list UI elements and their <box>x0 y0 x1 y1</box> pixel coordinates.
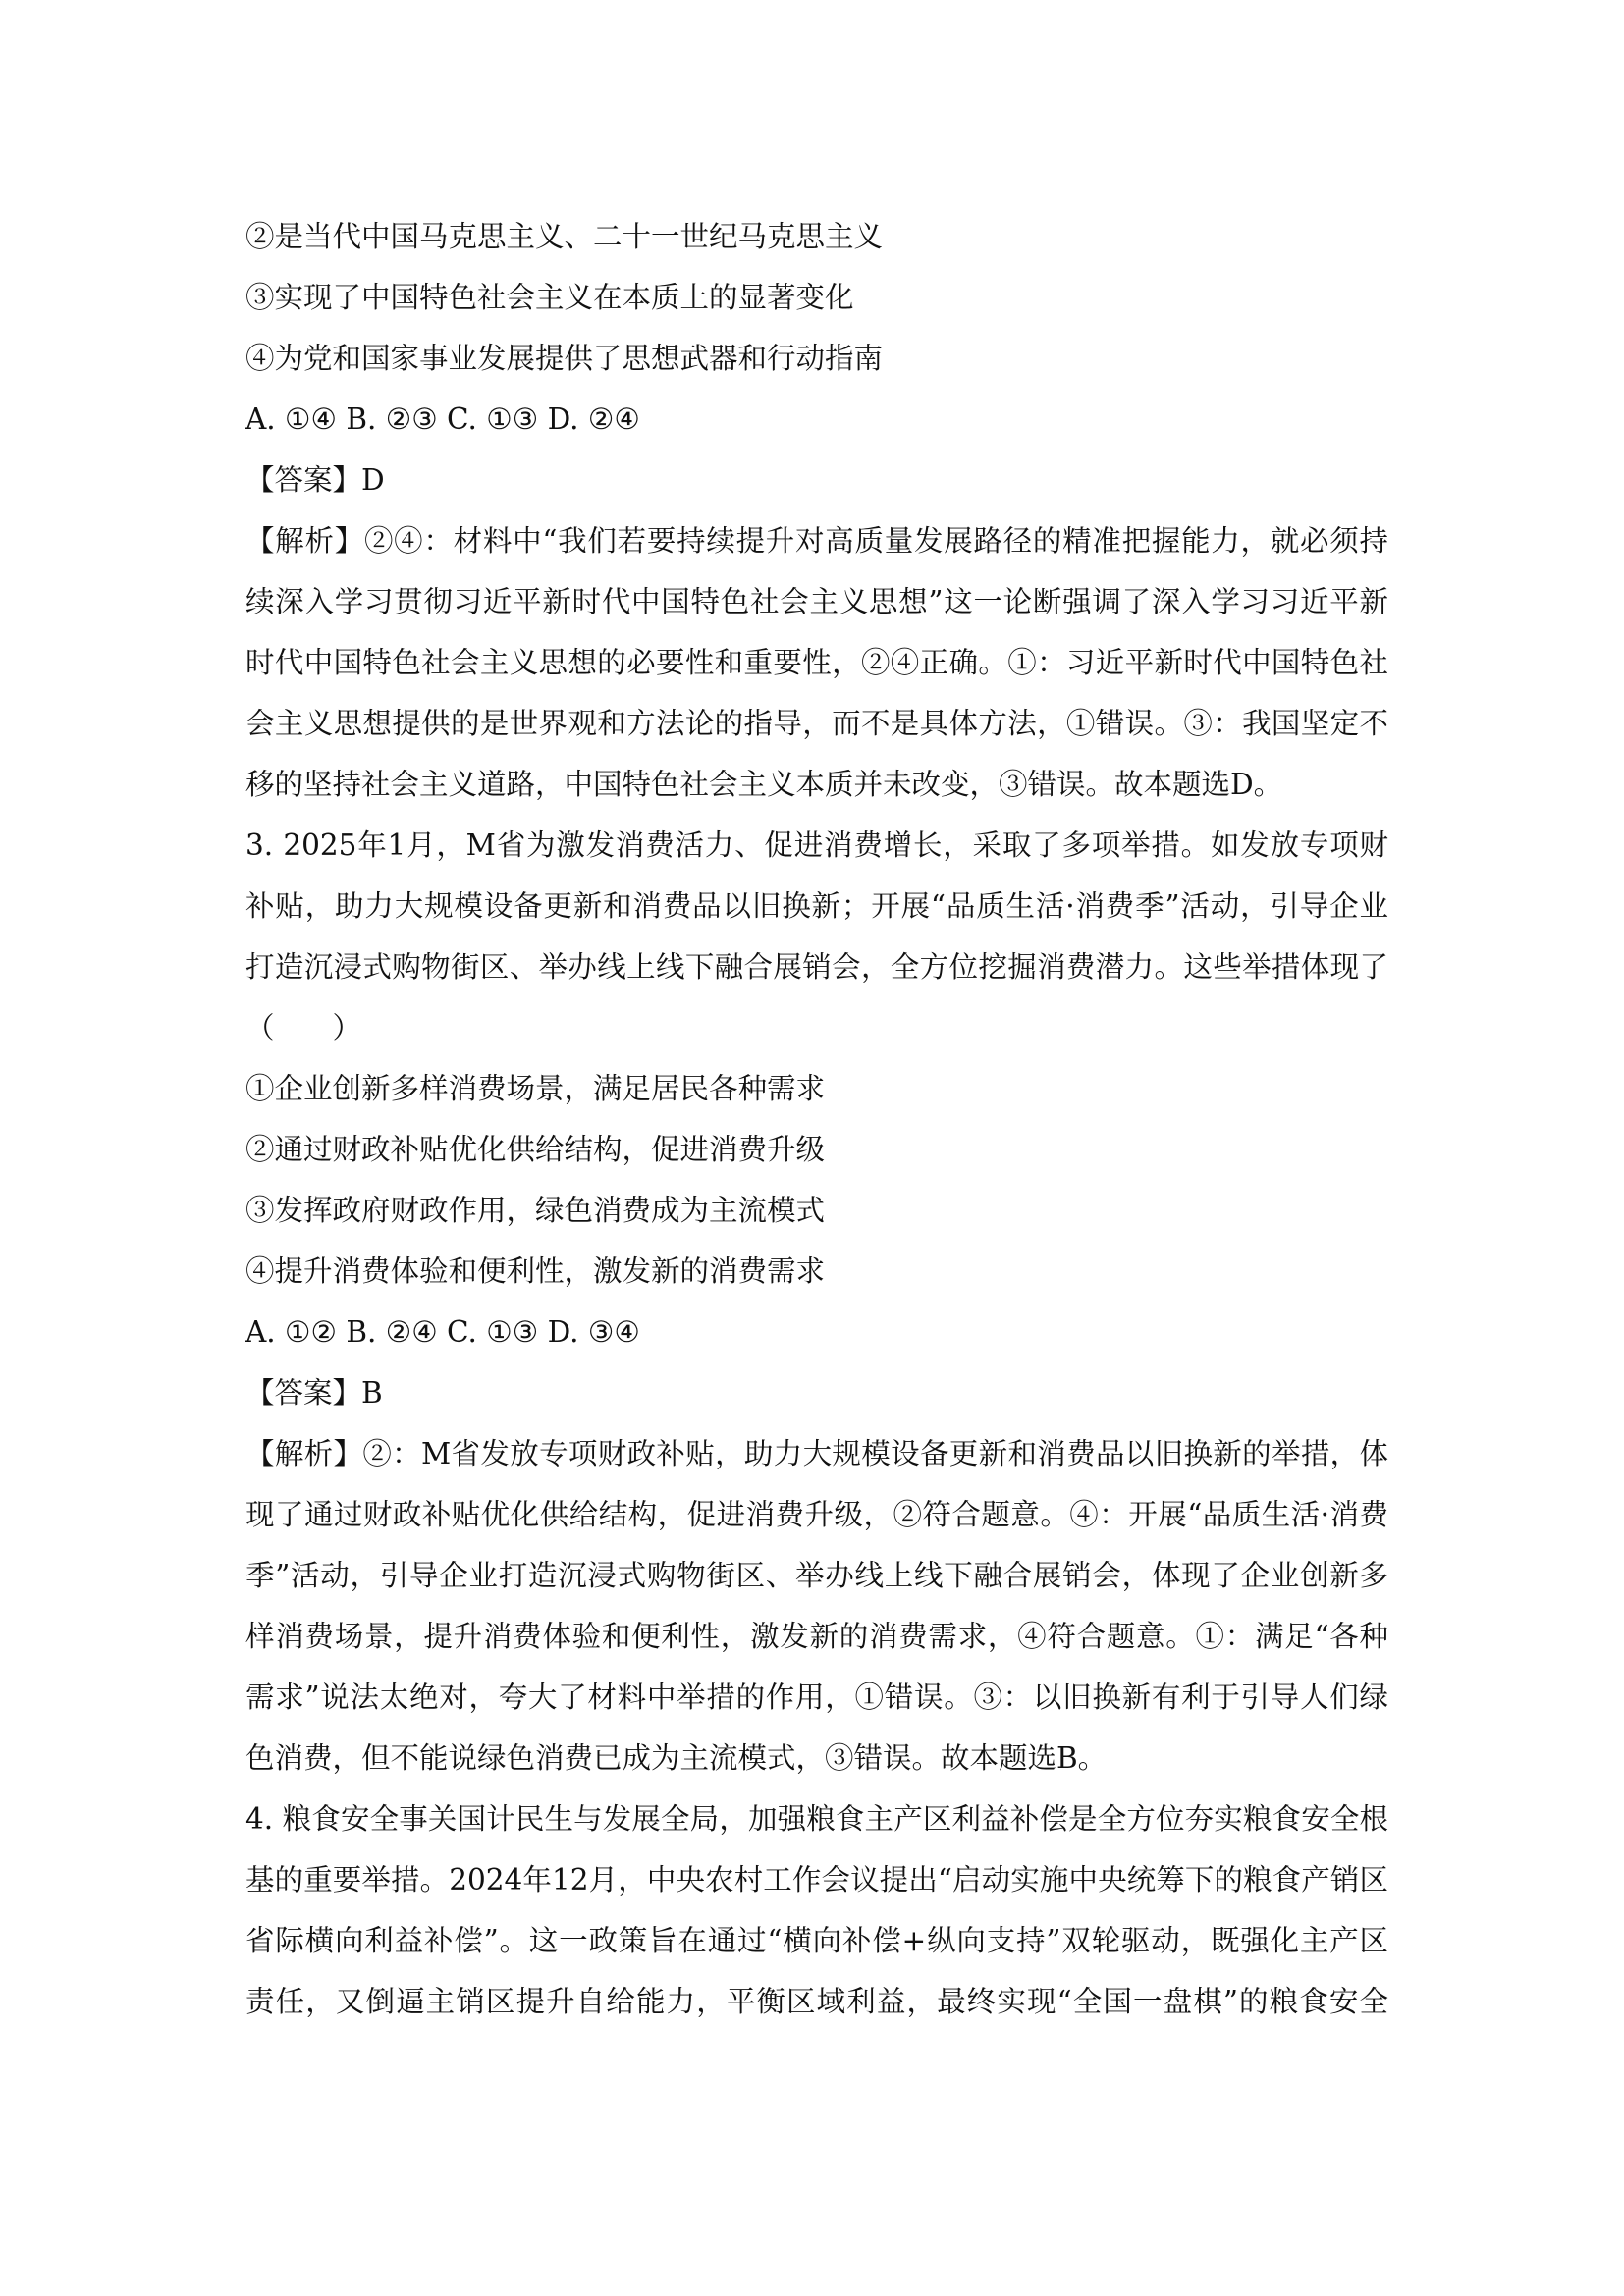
text-line: （ ） <box>245 1011 362 1044</box>
text-line: 4. 粮食安全事关国计民生与发展全局，加强粮食主产区利益补偿是全方位夯实粮食安全根 <box>245 1802 1388 1836</box>
text-line: 时代中国特色社会主义思想的必要性和重要性，②④正确。①：习近平新时代中国特色社 <box>245 646 1388 679</box>
text-line: ①企业创新多样消费场景，满足居民各种需求 <box>245 1072 826 1105</box>
text-line: A. ①② B. ②④ C. ①③ D. ③④ <box>245 1315 640 1349</box>
text-line: 会主义思想提供的是世界观和方法论的指导，而不是具体方法，①错误。③：我国坚定不 <box>245 707 1388 740</box>
text-line: 基的重要举措。2024年12月，中央农村工作会议提出“启动实施中央统筹下的粮食产销区 <box>245 1863 1388 1896</box>
text-line: ④为党和国家事业发展提供了思想武器和行动指南 <box>245 342 884 375</box>
text-line: ②是当代中国马克思主义、二十一世纪马克思主义 <box>245 220 884 253</box>
text-line: ③发挥政府财政作用，绿色消费成为主流模式 <box>245 1194 826 1227</box>
text-line: 需求”说法太绝对，夸大了材料中举措的作用，①错误。③：以旧换新有利于引导人们绿 <box>245 1681 1388 1714</box>
text-line: 【解析】②④：材料中“我们若要持续提升对高质量发展路径的精准把握能力，就必须持 <box>245 524 1388 558</box>
text-line: 3. 2025年1月，M省为激发消费活力、促进消费增长，采取了多项举措。如发放专项财 <box>245 828 1388 862</box>
text-line: 色消费，但不能说绿色消费已成为主流模式，③错误。故本题选B。 <box>245 1741 1108 1775</box>
document-page <box>245 206 1388 2032</box>
text-line: 省际横向利益补偿”。这一政策旨在通过“横向补偿+纵向支持”双轮驱动，既强化主产区 <box>245 1924 1388 1957</box>
text-line: 续深入学习贯彻习近平新时代中国特色社会主义思想”这一论断强调了深入学习习近平新 <box>245 585 1388 618</box>
text-line: 季”活动，引导企业打造沉浸式购物街区、举办线上线下融合展销会，体现了企业创新多 <box>245 1559 1388 1592</box>
text-line: ②通过财政补贴优化供给结构，促进消费升级 <box>245 1133 826 1166</box>
text-line: A. ①④ B. ②③ C. ①③ D. ②④ <box>245 402 640 436</box>
text-line: 【答案】B <box>245 1376 383 1410</box>
text-line: 责任，又倒逼主销区提升自给能力，平衡区域利益，最终实现“全国一盘棋”的粮食安全 <box>245 1985 1388 2018</box>
text-line: 样消费场景，提升消费体验和便利性，激发新的消费需求，④符合题意。①：满足“各种 <box>245 1620 1388 1653</box>
text-line: 移的坚持社会主义道路，中国特色社会主义本质并未改变，③错误。故本题选D。 <box>245 768 1283 801</box>
text-line: 现了通过财政补贴优化供给结构，促进消费升级，②符合题意。④：开展“品质生活·消费 <box>245 1498 1388 1531</box>
text-line: ④提升消费体验和便利性，激发新的消费需求 <box>245 1255 826 1288</box>
text-line: 【解析】②：M省发放专项财政补贴，助力大规模设备更新和消费品以旧换新的举措，体 <box>245 1437 1388 1470</box>
text-line: 【答案】D <box>245 463 385 497</box>
text-line: ③实现了中国特色社会主义在本质上的显著变化 <box>245 281 854 314</box>
text-line: 打造沉浸式购物街区、举办线上线下融合展销会，全方位挖掘消费潜力。这些举措体现了 <box>245 950 1388 984</box>
text-line: 补贴，助力大规模设备更新和消费品以旧换新；开展“品质生活·消费季”活动，引导企业 <box>245 889 1388 923</box>
